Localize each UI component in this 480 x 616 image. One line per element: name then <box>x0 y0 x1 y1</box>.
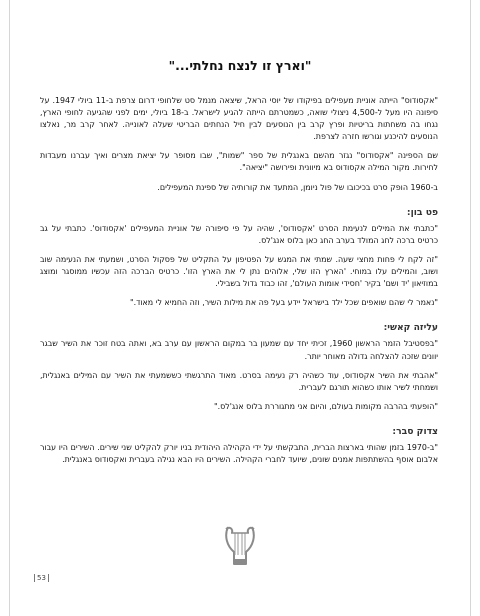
quote-paragraph: "כתבתי את המילים לנעימת הסרט 'אקסודוס', שהיה על פי סיפורה של אוניית המעפילים 'אקסודוס'. כתבתי על גב כרטיס ברכה לחג המולד בערב החג כאן בלוס אנג'לס. <box>40 223 438 245</box>
article-body <box>40 95 438 473</box>
intro-paragraph: שם הספינה "אקסודוס" נגזר מהשם באנגלית של ספר "שמות", שבו מסופר על יציאת מצרים ואיך עברנו מעבדות לחירות. מקור המילה אקסודוס בא מיוונית ופירושה "יציאה". <box>40 151 438 173</box>
page-title: "וארץ זו לנצח נחלתי..." <box>168 58 312 73</box>
page-edge-line <box>9 0 10 616</box>
quote-paragraph: "בפסטיבל הזמר הראשון 1960, זכיתי יחד עם שמעון בר במקום הראשון עם ערב בא, ואתה בטח זוכר את השיר שבגר יוונים שזכה להצלחה גדולה מאוחר יותר. <box>40 339 438 361</box>
section-heading-pat-boone: פט בון: <box>406 206 438 218</box>
page-edge-line <box>470 0 471 616</box>
section-heading-aliza-kashi: עליזה קאשי: <box>383 322 438 334</box>
page-number: 53 <box>34 574 49 582</box>
lyre-icon <box>224 524 256 568</box>
intro-paragraph: ב-1960 הופק סרט בכיכובו של פול ניומן, המתעד את קורותיה של ספינת המעפילים. <box>157 182 438 192</box>
quote-paragraph: "הופעתי בהרבה מקומות בעולם, והיום אני מתגוררת בלוס אנג'לס." <box>214 401 438 411</box>
quote-paragraph: "אהבתי את השיר אקסודוס, עוד כשהיה רק נעימה בסרט. מאוד התרגשתי כששמעתי את השיר עם המילים באנגלית, ושמחתי לשיר אותו כשהוא תורגם לעברית. <box>40 370 438 392</box>
intro-paragraph: "אקסודוס" הייתה אוניית מעפילים בפיקודו של יוסי הראל, שיצאה מנמל סט שלחופי דרום צרפת ב-11 ביולי 1947. על סיפונה היו מעל ל-4,500 ניצולי שואה, כשמטרתם הייתה להגיע לישראל. ב-18 ביולי, ימים לפני שהגיעה לחופי הארץ, נגחו בה משחתות בריטיות ופרץ קרב בין הנוסעים לבין חיל הנחתים הבריטי שעלה לאונייה. לאחר קרב מר, נאלצו הנוסעים להיכנע וגורשו חזרה לצרפת. <box>40 96 438 142</box>
quote-paragraph: "נאמר לי שהם שואפים שכל ילד בישראל יידע בעל פה את מילות השיר, וזה החמיא לי מאוד." <box>129 298 438 308</box>
quote-paragraph: "ב-1970 בזמן שהותי בארצות הברית, התבקשתי על ידי הקהילה היהודית בניו יורק להקליט שני שירים. השירים היו עבור אלבום אוסף בהשתתפות אמנים שונים, שיועד לחברי הקהילה. השירים היו הבא נגילה בעברית ואקסודוס באנגלית. <box>40 442 438 465</box>
section-heading-tzadok-sever: צדוק סבר: <box>392 425 438 437</box>
quote-paragraph: "זה לקח לי פחות מחצי שעה. שמתי את המגש על הפטיפון על התקליט של פסקול הסרט, ושמעתי את הנעימה שוב ושוב, והמילים עלו במוחי. 'הארץ הזו שלי, אלוהים נתן לי את הארץ הזו'. כרטיס הברכה הזה עכשיו ממוסגר ומוצג במוזיאון 'יד ושם' בקיר 'חסידי אומות העולם', זהו כבוד גדול בשבילי. <box>40 254 438 289</box>
